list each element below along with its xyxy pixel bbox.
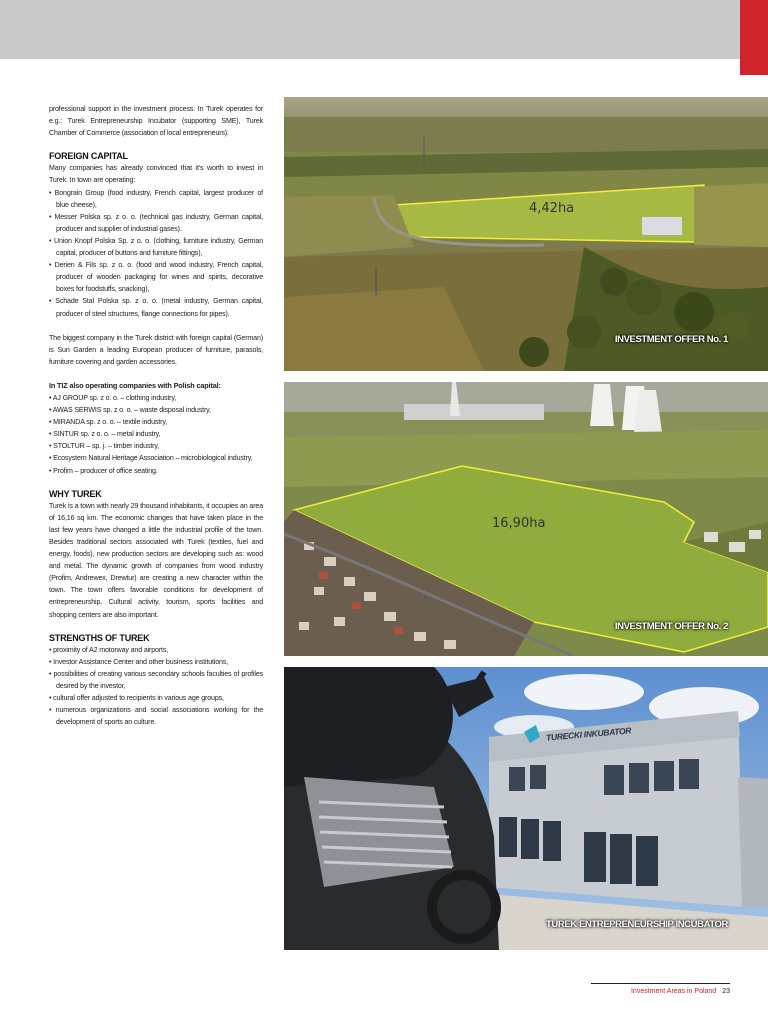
list-item: • Investor Assistance Center and other business institutions,: [49, 656, 263, 668]
header-band: [0, 0, 740, 59]
foreign-capital-heading: FOREIGN CAPITAL: [49, 151, 128, 162]
list-item: • Bongrain Group (food industry, French capital, largest producer of blue cheese),: [49, 187, 263, 211]
incubator-photo: [284, 667, 768, 950]
why-turek-paragraph: Turek is a town with nearly 29 thousand inhabitants, it occupies an area of 16,16 sq km. The economic changes that have taken place in the last few years have changed a little the industrial profile of the town. Besides traditional sectors associated with Turek (textiles, fuel and energy, foods), new production sectors are developing such as: wood and metal. The dynamic growth of companies from wood industry (Profim, Andrewex, Drewtur) are creating a new character within the town. The town offers favorable conditions for development of entrepreneurship. Cultural activity, tourism, sports facilities and shopping centers are also important.: [49, 501, 263, 619]
investment-offer-2-photo: [284, 382, 768, 656]
red-page-tab: [740, 0, 768, 75]
list-item: • numerous organizations and social associations working for the development of sports an culture.: [49, 704, 263, 728]
caption-offer-1: INVESTMENT OFFER No. 1: [614, 334, 728, 345]
list-item: • proximity of A2 motorway and airports,: [49, 644, 263, 656]
left-text-column: [49, 103, 263, 728]
list-item: • cultural offer adjusted to recipients in various age groups,: [49, 692, 263, 704]
list-item: • Schade Stal Polska sp. z o. o. (metal industry, German capital, producer of steel structures, flange connections for pipes).: [49, 295, 263, 319]
list-item: • possibilities of creating various secondary schools faculties of profiles desired by the investor,: [49, 668, 263, 692]
page-footer: [591, 988, 730, 995]
caption-incubator: TUREK ENTREPRENEURSHIP INCUBATOR: [546, 919, 728, 930]
investment-offer-1-photo: [284, 97, 768, 371]
strengths-heading: STRENGTHS OF TUREK: [49, 632, 150, 643]
foreign-capital-intro: Many companies has already convinced that it's worth to invest in Turek. In town are operating:: [49, 164, 263, 185]
list-item: • SINTUR sp. z o. o. – metal industry,: [49, 428, 263, 440]
area-label-offer-1: 4,42ha: [529, 201, 575, 216]
list-item: • MIRANDA sp. z o. o. – textile industry,: [49, 416, 263, 428]
strengths-list: [49, 644, 263, 729]
biggest-company-paragraph: The biggest company in the Turek district with foreign capital (German) is Sun Garden a leading European producer of furniture, parasols, furniture covering and garden accessories.: [49, 333, 263, 366]
list-item: • Profim – producer of office seating.: [49, 465, 263, 477]
footer-rule: [591, 983, 730, 984]
intro-paragraph: professional support in the investment process. In Turek operates for e.g.: Turek Entrepreneurship Incubator (supporting SME), Turek Chamber of Commerce (association of local entrepreneurs).: [49, 105, 263, 138]
list-item: • Derien & Fils sp. z o. o. (food and wood industry, French capital, producer of wooden packaging for wines and spirits, decorative boxes for foodstuffs, snacking),: [49, 259, 263, 295]
list-item: • AWAS SERWIS sp. z o. o. – waste disposal industry,: [49, 404, 263, 416]
list-item: • Union Knopf Polska Sp. z o. o. (clothing, furniture industry, German capital, producer of buttons and furniture fittings),: [49, 235, 263, 259]
list-item: • Ecosystem Natural Heritage Association – microbiological industry,: [49, 452, 263, 464]
list-item: • AJ GROUP sp. z o. o. – clothing industry,: [49, 392, 263, 404]
page-number: 23: [722, 988, 730, 995]
caption-offer-2: INVESTMENT OFFER No. 2: [614, 621, 728, 632]
area-label-offer-2: 16,90ha: [492, 516, 546, 531]
list-item: • Messer Polska sp. z o. o. (technical gas industry, German capital, producer and supplier of industrial gases).: [49, 211, 263, 235]
why-turek-heading: WHY TUREK: [49, 488, 102, 499]
foreign-companies-list: [49, 187, 263, 320]
incubator-sign: TURECKI INKUBATOR: [545, 725, 632, 743]
footer-source: Investment Areas in Poland: [630, 988, 717, 995]
list-item: • STOLTUR – sp. j. – timber industry,: [49, 440, 263, 452]
polish-companies-list: [49, 392, 263, 477]
polish-capital-heading: In TIZ also operating companies with Polish capital:: [49, 380, 221, 390]
